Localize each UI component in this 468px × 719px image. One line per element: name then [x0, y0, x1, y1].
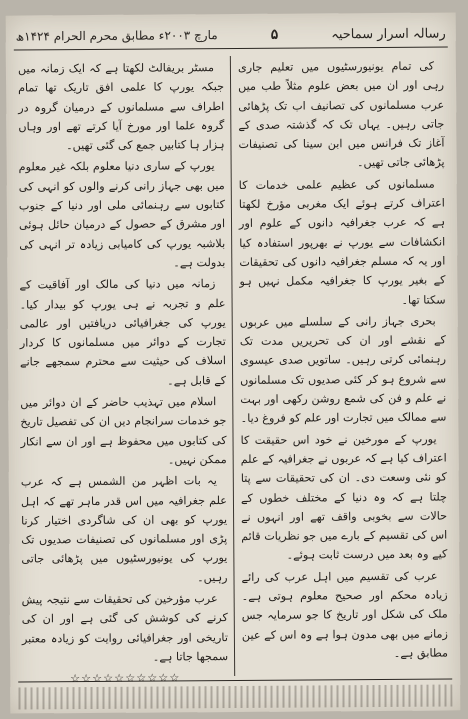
- left-paragraph: یورپ کے ساری دنیا معلوم بلکہ غیر معلوم میں بھی جہاز رانی کرنے والوں کو انہی کی کتابوں سے رہنمائی ملی اور دنیا کے جنوب اور مشرق کے حصول کے درمیان حائل ہوئی بلاشبہ یورپ کی کامیابی زیادہ تر انہی کی بدولت ہے۔: [18, 159, 226, 270]
- right-paragraph: عرب کی تقسیم میں اہل عرب کی رائے زیادہ محکم اور صحیح معلوم ہوتی ہے۔ ملک کی شکل اور تاریخ کا جو سرمایہ جس زمانے میں بھی مدون ہوا ہے وہ اس کے عین مطابق ہے۔: [241, 569, 449, 660]
- header-date: مارچ ۲۰۰۳ء مطابق محرم الحرام ۱۴۲۴ھ: [15, 28, 218, 44]
- page-number: ۵: [270, 26, 279, 43]
- right-paragraph: مسلمانوں کی عظیم علمی خدمات کا اعتراف کرتے ہوئے ایک مغربی مؤرخ لکھتا ہے کہ عرب جغرافیہ دانوں کے علوم اور انکشافات سے یورپ نے بھرپور استفادہ کیا اور یہ کہ مسلم جغرافیہ دانوں کی تحقیقات کے بغیر یورپ کا جغرافیہ مکمل نہیں ہو سکتا تھا۔: [238, 177, 446, 307]
- journal-title: رسالہ اسرار سماحیہ: [331, 26, 446, 42]
- right-paragraph: بحری جہاز رانی کے سلسلے میں عربوں کے نقشے اور ان کی تحریریں مدت تک رہنمائی کرتی رہیں۔ ساتویں صدی عیسوی سے شروع ہو کر کئی صدیوں تک مسلمانوں نے علم و فن کی شمع روشن رکھی اور بہت سے ممالک میں تجارت اور علم کو فروغ دیا۔: [239, 314, 447, 426]
- left-paragraph: اسلام میں تہذیب حاضر کے ان دوائر میں جو خدمات سرانجام دیں ان کی تفصیل تاریخ کی کتابوں میں محفوظ ہے اور ان سے انکار ممکن نہیں۔: [20, 395, 227, 467]
- right-column: [238, 57, 448, 676]
- left-paragraph: یہ بات اظہر من الشمس ہے کہ عرب علم جغرافیہ میں اس قدر ماہر تھے کہ اہل یورپ کو بھی ان کی شاگردی اختیار کرنا پڑی اور مسلمانوں کی تصنیفات صدیوں تک یورپ کی یونیورسٹیوں میں پڑھائی جاتی رہیں۔: [20, 474, 228, 584]
- left-column: [17, 58, 229, 686]
- column-divider: [230, 56, 235, 676]
- magazine-page: [6, 12, 461, 713]
- left-paragraph: مسٹر بریفالٹ لکھتا ہے کہ ایک زمانہ میں جبکہ یورپ کا علمی افق تاریک تھا تمام اطراف سے مسلمانوں کے درمیان گروہ در گروہ علما اور مورخ آیا کرتے تھے اور وہاں ہزار ہا کتابیں جمع کی گئی تھیں۔: [17, 61, 225, 153]
- page-header: [16, 21, 446, 50]
- right-paragraph: یورپ کے مورخین نے خود اس حقیقت کا اعتراف کیا ہے کہ عربوں نے جغرافیہ کے علم کو نئی وسعت دی۔ ان کی تحقیقات سے پتا چلتا ہے کہ وہ دنیا کے مختلف خطوں کے حالات سے بخوبی واقف تھے اور انہوں نے اس کی تقسیم کے بارے میں جو نظریات قائم کیے وہ بعد میں درست ثابت ہوئے۔: [240, 432, 448, 563]
- left-paragraph: زمانہ میں دنیا کی مالک اور آفاقیت کے علم و تجربہ نے ہی یورپ کو بیدار کیا۔ یورپ کی جغرافیائی دریافتیں اور عالمی تجارت کے دوائر میں مسلمانوں کا کردار اسلاف کی حیثیت سے محترم سمجھے جانے کے قابل ہے۔: [19, 277, 227, 388]
- left-paragraph: عرب مؤرخین کی تحقیقات سے نتیجہ پیش کرنے کی کوشش کی گئی ہے اور ان کی تاریخی اور جغرافیائی روایت کو زیادہ معتبر سمجھا جاتا ہے۔: [21, 592, 229, 664]
- footer-ornament: [18, 684, 452, 709]
- closing-stars: ☆☆☆☆☆☆☆☆☆☆: [69, 671, 181, 686]
- right-paragraph: کی تمام یونیورسٹیوں میں تعلیم جاری رہی اور ان میں بعض علوم مثلاً طب میں عرب مسلمانوں کی تصانیف اب تک پڑھائی جاتی رہیں۔ یہاں تک کہ گذشتہ صدی کے آغاز تک فرانس میں ابن سینا کی تصنیفات پڑھائی جاتی تھیں۔: [237, 59, 445, 170]
